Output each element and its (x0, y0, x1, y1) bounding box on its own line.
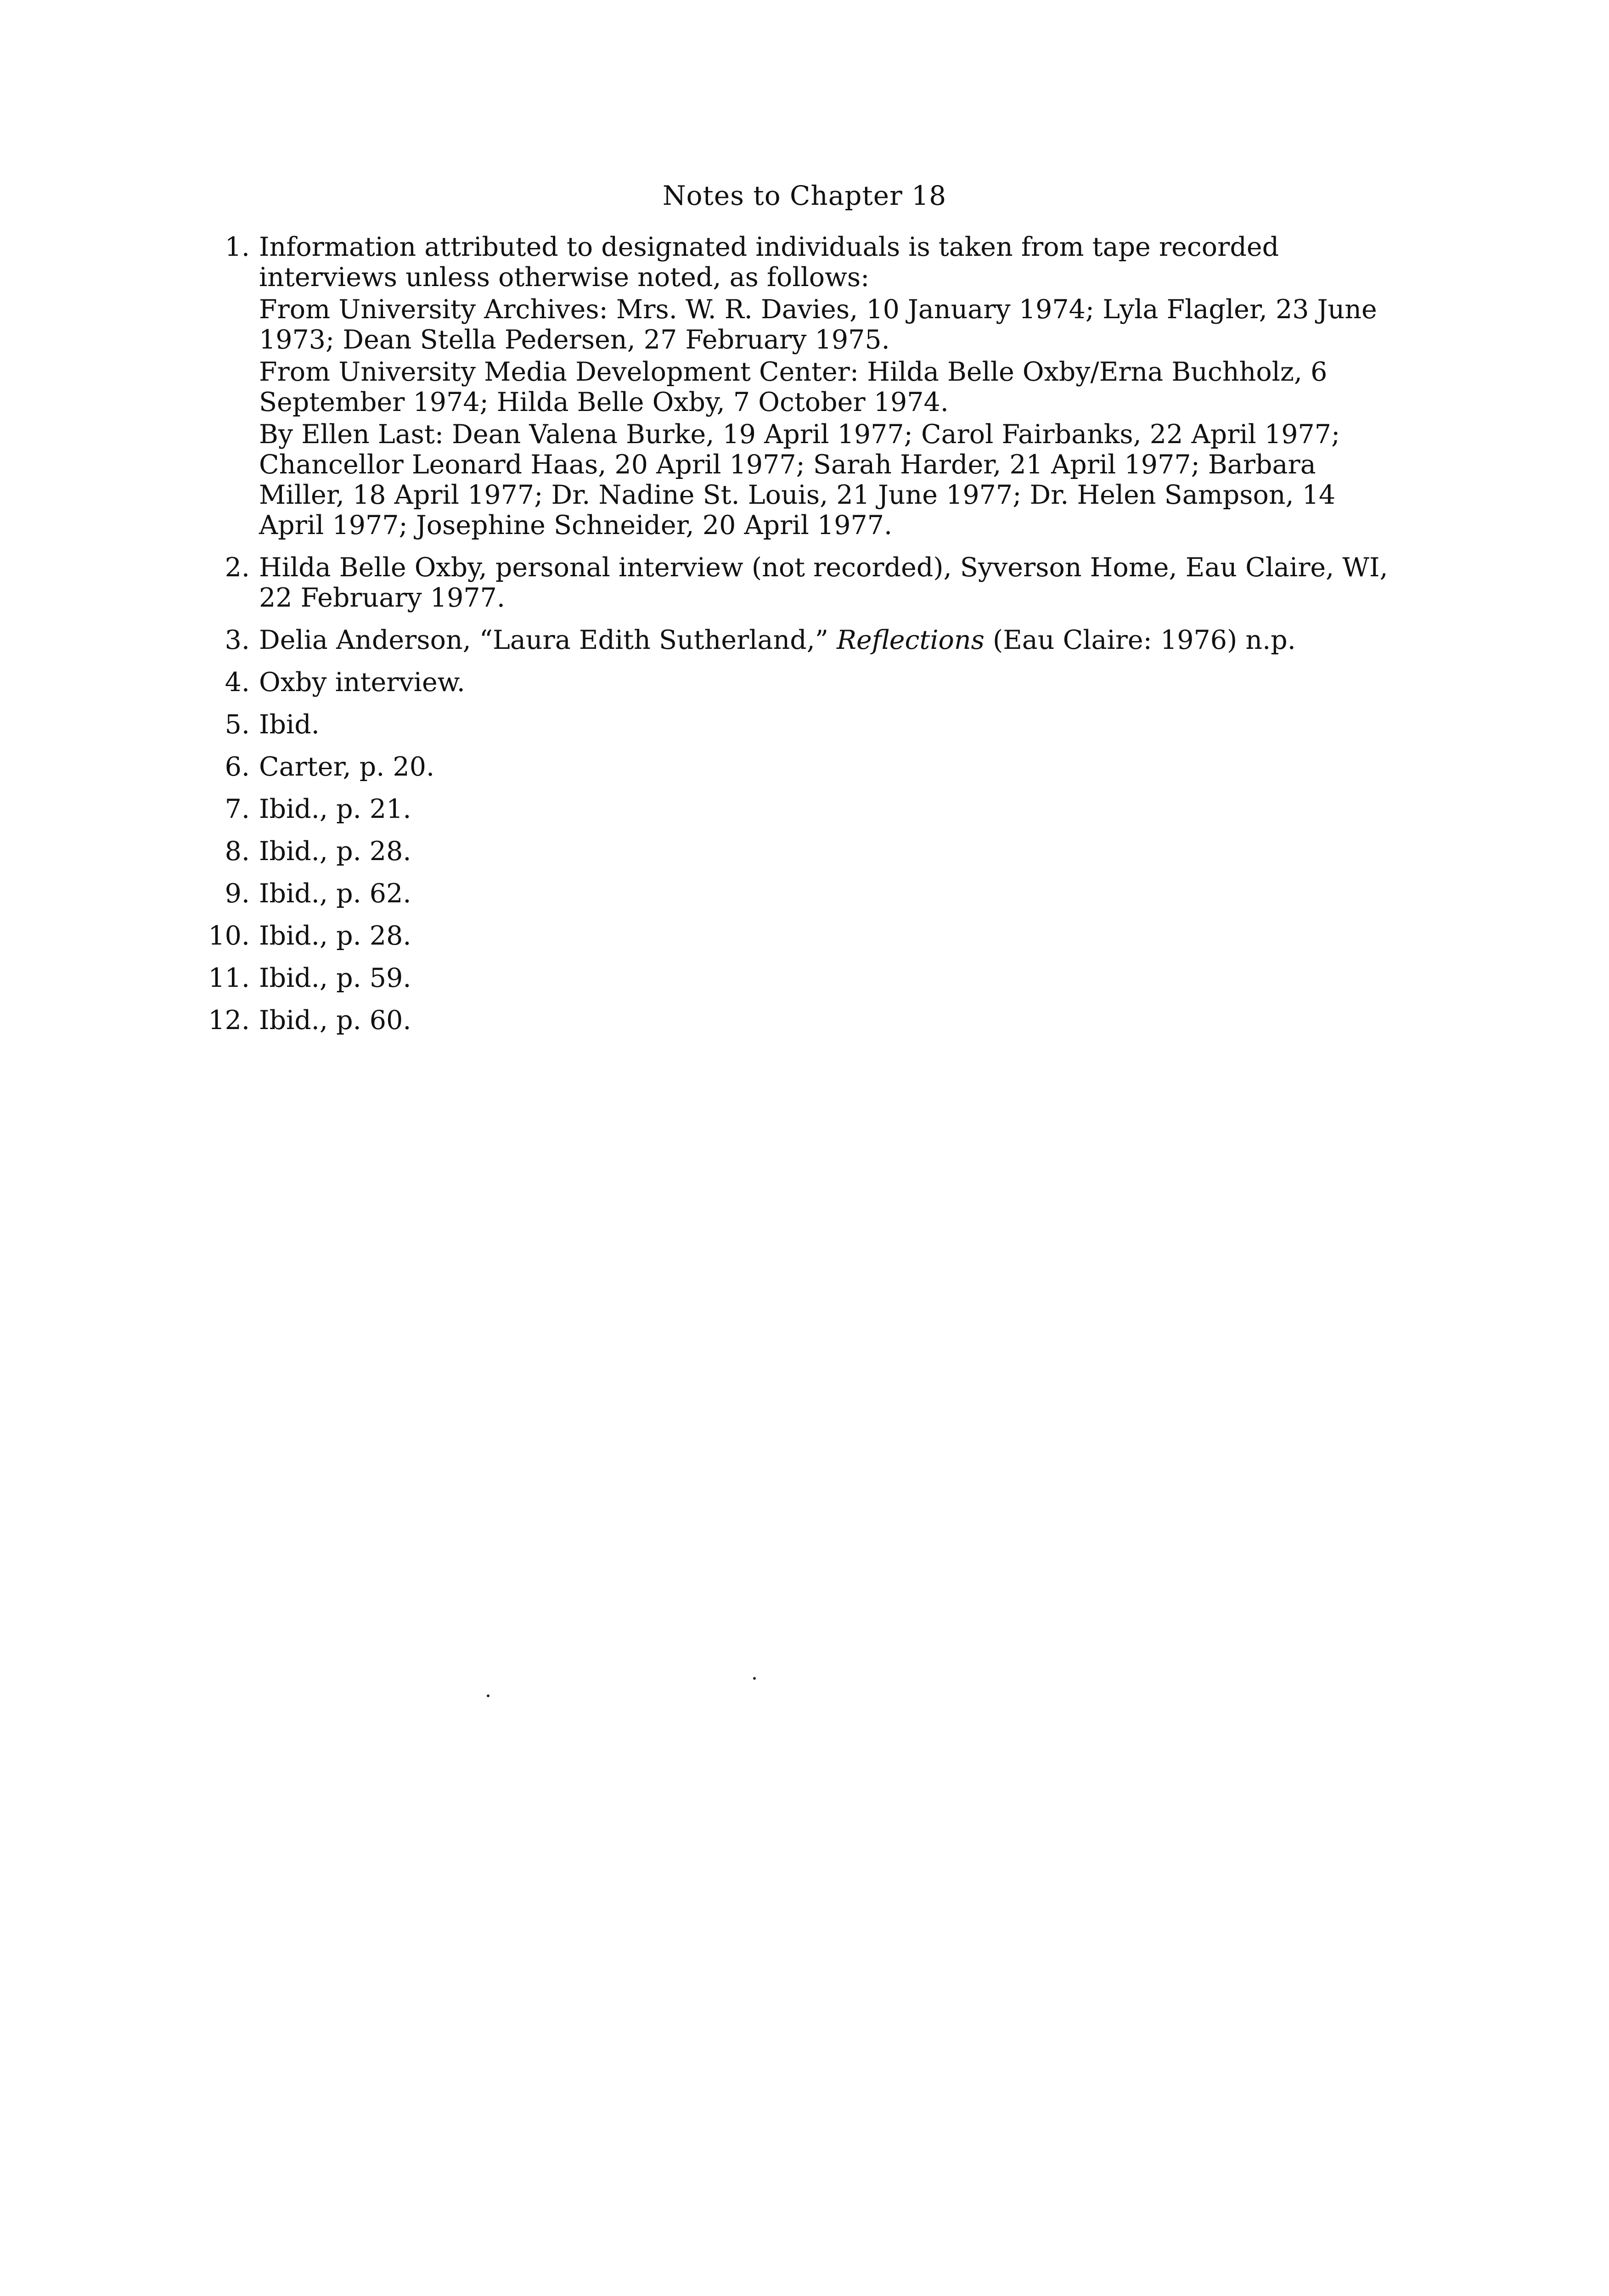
note-number: 6. (225, 752, 250, 782)
page-heading: Notes to Chapter 18 (662, 180, 947, 211)
note-number: 10. (208, 921, 250, 951)
note-paragraph: Hilda Belle Oxby, personal interview (not recorded), Syverson Home, Eau Claire, WI, 22 February 1977. (259, 552, 1388, 613)
note-paragraph: Ibid., p. 21. (259, 794, 411, 824)
note-number: 1. (225, 232, 250, 262)
note-item (193, 752, 1396, 782)
note-paragraph: Ibid. (259, 709, 320, 740)
note-item (193, 794, 1396, 824)
note-number: 11. (208, 963, 250, 993)
note-paragraph: Ibid., p. 28. (259, 921, 411, 951)
note-item (193, 667, 1396, 698)
note-paragraph: Ibid., p. 60. (259, 1005, 411, 1035)
note-paragraph: By Ellen Last: Dean Valena Burke, 19 April 1977; Carol Fairbanks, 22 April 1977; Chancellor Leonard Haas, 20 April 1977; Sarah Harder, 21 April 1977; Barbara Miller, 18 April 1977; Dr. Nadine St. Louis, 21 June 1977; Dr. Helen Sampson, 14 April 1977; Josephine Schneider, 20 April 1977. (259, 419, 1340, 540)
note-paragraph: From University Archives: Mrs. W. R. Davies, 10 January 1974; Lyla Flagler, 23 June 1973; Dean Stella Pedersen, 27 February 1975. (259, 294, 1377, 355)
notes-list (193, 232, 1396, 1047)
note-number: 4. (225, 667, 250, 698)
note-item (193, 921, 1396, 951)
note-number: 5. (225, 709, 250, 740)
note-number: 7. (225, 794, 250, 824)
note-number: 3. (225, 625, 250, 655)
note-item (193, 878, 1396, 909)
note-number: 8. (225, 836, 250, 867)
note-item (193, 963, 1396, 993)
note-paragraph: Carter, p. 20. (259, 752, 435, 782)
note-paragraph: Information attributed to designated individuals is taken from tape recorded interviews unless otherwise noted, as follows: (259, 232, 1279, 293)
note-paragraph: Ibid., p. 62. (259, 878, 411, 909)
note-paragraph: Ibid., p. 59. (259, 963, 411, 993)
note-paragraph: Ibid., p. 28. (259, 836, 411, 867)
note-number: 12. (208, 1005, 250, 1035)
publication-title: Reflections (837, 625, 985, 655)
note-number: 2. (225, 552, 250, 583)
note-number: 9. (225, 878, 250, 909)
scan-speck (753, 1677, 756, 1680)
note-paragraph: Oxby interview. (259, 667, 465, 698)
note-item (193, 625, 1396, 655)
scan-speck (487, 1694, 489, 1697)
note-item (193, 709, 1396, 740)
note-item (193, 836, 1396, 867)
note-item (193, 232, 1396, 540)
note-paragraph (259, 625, 1396, 655)
note-item (193, 1005, 1396, 1035)
note-item (193, 552, 1396, 613)
note-text: Delia Anderson, “Laura Edith Sutherland,” (259, 625, 837, 655)
note-paragraph: From University Media Development Center: Hilda Belle Oxby/Erna Buchholz, 6 September 1974; Hilda Belle Oxby, 7 October 1974. (259, 357, 1328, 417)
note-text: (Eau Claire: 1976) n.p. (984, 625, 1296, 655)
